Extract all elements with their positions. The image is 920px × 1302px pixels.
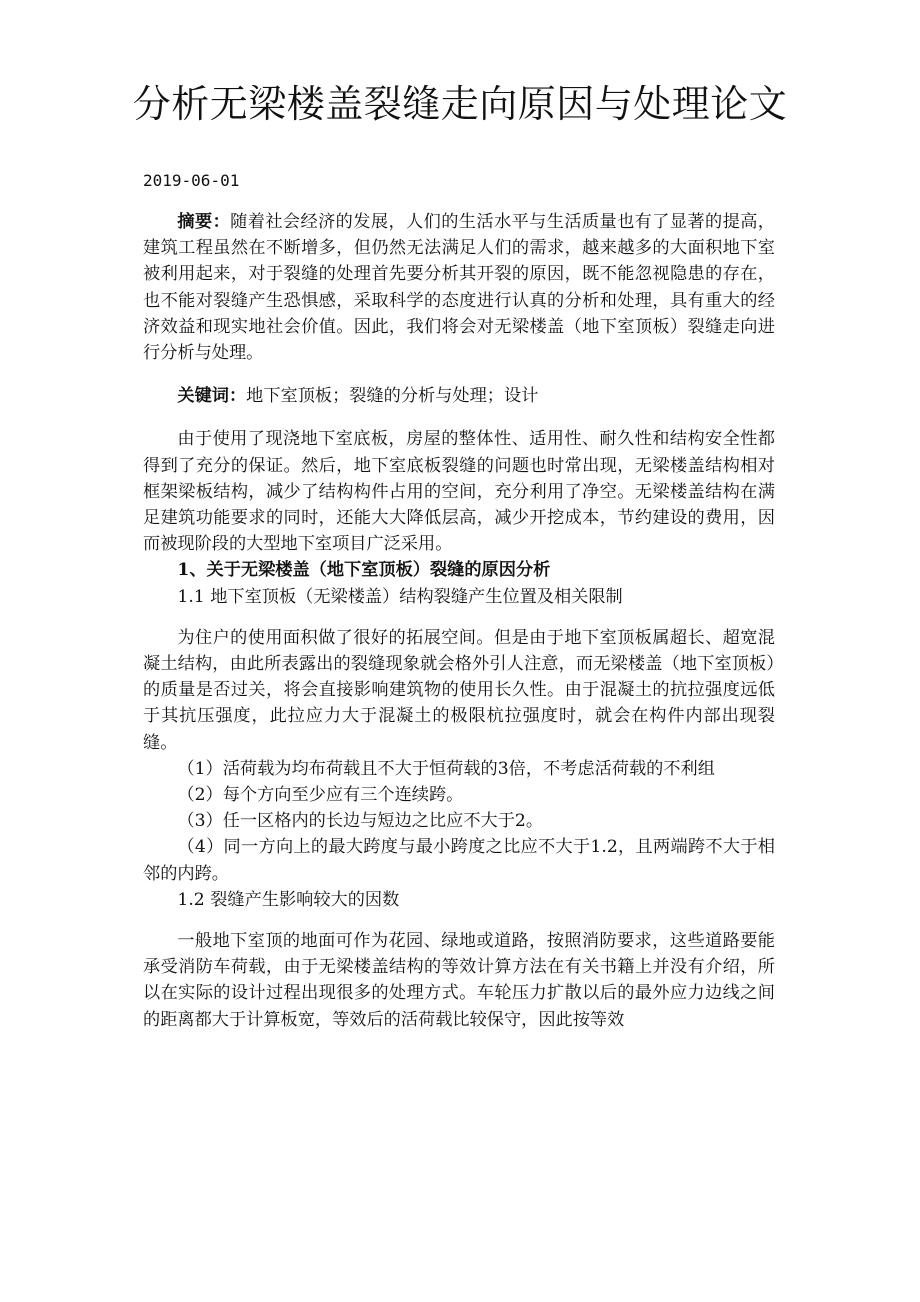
intro-paragraph: 由于使用了现浇地下室底板，房屋的整体性、适用性、耐久性和结构安全性都得到了充分的保证。然后，地下室底板裂缝的问题也时常出现，无梁楼盖结构相对框架梁板结构，减少了结构构件占用的空间，充分利用了净空。无梁楼盖结构在满足建筑功能要求的同时，还能大大降低层高，减少开挖成本，节约建设的费用，因而被现阶段的大型地下室项目广泛采用。 bbox=[143, 429, 775, 555]
list-item-4: （4）同一方向上的最大跨度与最小跨度之比应不大于1.2，且两端跨不大于相邻的内跨。 bbox=[143, 837, 775, 884]
list-item-1: （1）活荷载为均布荷载且不大于恒荷载的3倍，不考虑活荷载的不利组 bbox=[177, 758, 715, 779]
page-title: 分析无梁楼盖裂缝走向原因与处理论文 bbox=[132, 82, 788, 126]
section-heading-1: 1、关于无梁楼盖（地下室顶板）裂缝的原因分析 bbox=[177, 560, 551, 581]
keywords-text: 地下室顶板；裂缝的分析与处理；设计 bbox=[246, 386, 539, 407]
list-item-3: （3）任一区格内的长边与短边之比应不大于2。 bbox=[177, 811, 544, 832]
subsection-heading-1-2: 1.2 裂缝产生影响较大的因数 bbox=[177, 889, 400, 910]
abstract-paragraph bbox=[143, 209, 775, 366]
keywords-paragraph bbox=[143, 383, 775, 409]
paragraph-1-1: 为住户的使用面积做了很好的拓展空间。但是由于地下室顶板属超长、超宽混凝土结构，由此所表露出的裂缝现象就会格外引人注意，而无梁楼盖（地下室顶板）的质量是否过关，将会直接影响建筑物的使用长久性。由于混凝土的抗拉强度远低于其抗压强度，此拉应力大于混凝土的极限杭拉强度时，就会在构件内部出现裂缝。 bbox=[143, 627, 775, 753]
abstract-label: 摘要： bbox=[177, 212, 231, 232]
subsection-heading-1-1: 1.1 地下室顶板（无梁楼盖）结构裂缝产生位置及相关限制 bbox=[177, 586, 623, 607]
paragraph-1-2: 一般地下室顶的地面可作为花园、绿地或道路，按照消防要求，这些道路要能承受消防车荷载，由于无梁楼盖结构的等效计算方法在有关书籍上并没有介绍，所以在实际的设计过程出现很多的处理方式。车轮压力扩散以后的最外应力边线之间的距离都大于计算板宽，等效后的活荷载比较保守，因此按等效 bbox=[143, 931, 775, 1030]
document-body bbox=[143, 209, 775, 1033]
publish-date: 2019-06-01 bbox=[143, 171, 240, 190]
list-item-2: （2）每个方向至少应有三个连续跨。 bbox=[177, 785, 464, 806]
abstract-text: 随着社会经济的发展，人们的生活水平与生活质量也有了显著的提高，建筑工程虽然在不断增多，但仍然无法满足人们的需求，越来越多的大面积地下室被利用起来，对于裂缝的处理首先要分析其开裂的原因，既不能忽视隐患的存在，也不能对裂缝产生恐惧感，采取科学的态度进行认真的分析和处理，具有重大的经济效益和现实地社会价值。因此，我们将会对无梁楼盖（地下室顶板）裂缝走向进行分析与处理。 bbox=[143, 212, 775, 364]
keywords-label: 关键词： bbox=[177, 386, 247, 407]
